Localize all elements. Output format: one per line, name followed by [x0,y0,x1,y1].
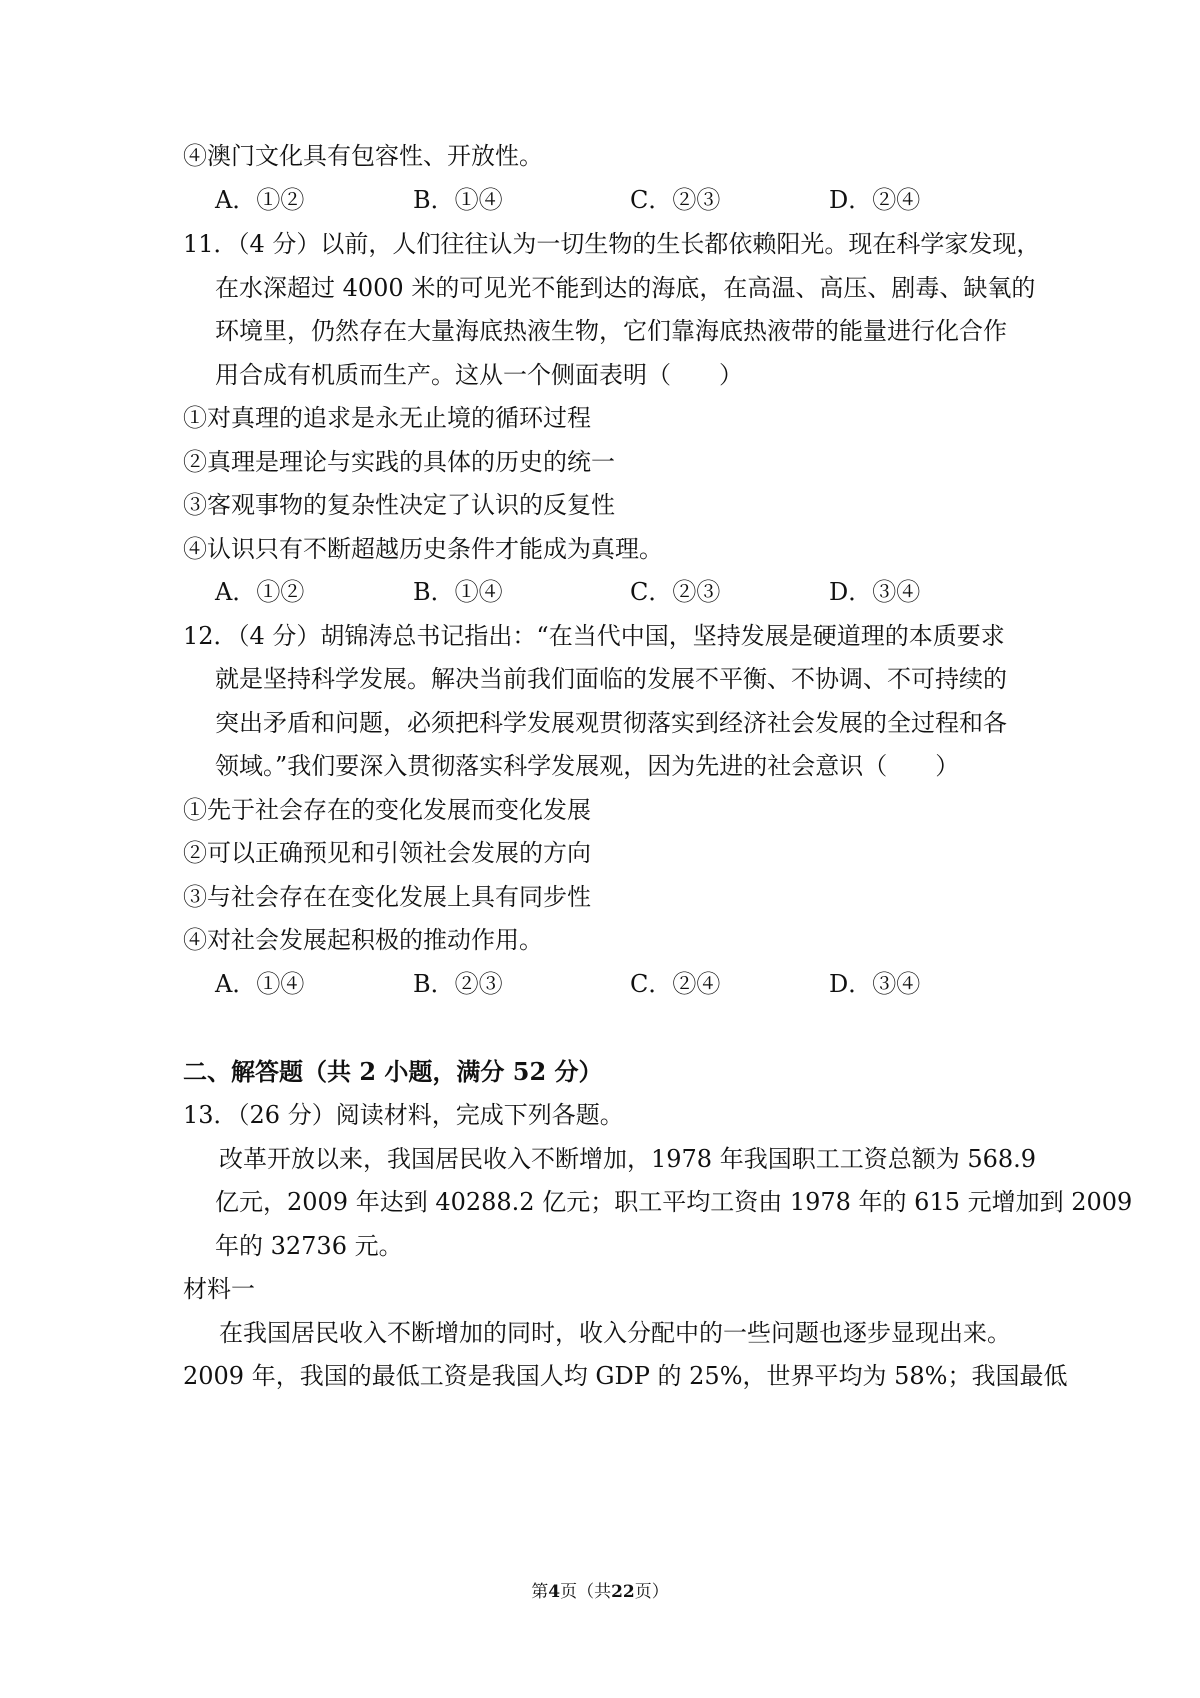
q12-option-b[interactable]: B．②③ [413,970,503,998]
q12-item-4: ④对社会发展起积极的推动作用。 [183,926,543,954]
q11-option-c[interactable]: C．②③ [630,578,721,606]
footer-mid: 页（共 [560,1582,612,1602]
q10-option-c[interactable]: C．②③ [630,186,721,214]
footer-prefix: 第 [531,1582,549,1602]
q10-option-d[interactable]: D．②④ [829,186,921,214]
q12-options [215,968,975,1000]
q11-stem-line-2: 在水深超过 4000 米的可见光不能到达的海底，在高温、高压、剧毒、缺氧的 [215,274,1036,302]
q12-stem-line-2: 就是坚持科学发展。解决当前我们面临的发展不平衡、不协调、不可持续的 [215,665,1007,693]
q10-options [215,184,975,216]
q12-item-2: ②可以正确预见和引领社会发展的方向 [183,839,591,867]
q10-option-a[interactable]: A．①② [215,186,305,214]
q12-option-d[interactable]: D．③④ [829,970,921,998]
q10-item-4: ④澳门文化具有包容性、开放性。 [183,142,543,170]
footer-page-number: 4 [548,1582,561,1602]
footer-total-pages: 22 [611,1582,635,1602]
q13-material-1-label: 材料一 [183,1275,255,1303]
q11-option-d[interactable]: D．③④ [829,578,921,606]
q10-option-b[interactable]: B．①④ [413,186,503,214]
q13-intro-line-2: 亿元，2009 年达到 40288.2 亿元；职工平均工资由 1978 年的 615 元增加到 2009 [215,1188,1133,1216]
q12-item-3: ③与社会存在在变化发展上具有同步性 [183,883,591,911]
q12-stem-line-1: 12．（4 分）胡锦涛总书记指出：“在当代中国，坚持发展是硬道理的本质要求 [183,622,1005,650]
footer-suffix: 页） [634,1582,669,1602]
q12-option-a[interactable]: A．①④ [215,970,305,998]
q11-item-1: ①对真理的追求是永无止境的循环过程 [183,404,591,432]
q13-intro-line-1: 改革开放以来，我国居民收入不断增加，1978 年我国职工工资总额为 568.9 [219,1145,1037,1173]
page-footer [0,1580,1200,1604]
q11-options [215,576,975,608]
q13-stem: 13．（26 分）阅读材料，完成下列各题。 [183,1101,624,1129]
q11-item-3: ③客观事物的复杂性决定了认识的反复性 [183,491,615,519]
q11-option-b[interactable]: B．①④ [413,578,503,606]
q12-item-1: ①先于社会存在的变化发展而变化发展 [183,796,591,824]
q11-stem-line-4: 用合成有机质而生产。这从一个侧面表明（ ） [215,361,743,389]
q13-material-1-line-2: 2009 年，我国的最低工资是我国人均 GDP 的 25%，世界平均为 58%；我国最低 [183,1362,1068,1390]
q11-item-4: ④认识只有不断超越历史条件才能成为真理。 [183,535,663,563]
q11-stem-line-3: 环境里，仍然存在大量海底热液生物，它们靠海底热液带的能量进行化合作 [215,317,1007,345]
q13-material-1-line-1: 在我国居民收入不断增加的同时，收入分配中的一些问题也逐步显现出来。 [219,1319,1011,1347]
section-2-title: 二、解答题（共 2 小题，满分 52 分） [183,1057,603,1086]
q11-option-a[interactable]: A．①② [215,578,305,606]
q12-option-c[interactable]: C．②④ [630,970,721,998]
q11-stem-line-1: 11．（4 分）以前，人们往往认为一切生物的生长都依赖阳光。现在科学家发现， [183,230,1041,258]
q13-intro-line-3: 年的 32736 元。 [215,1232,403,1260]
q12-stem-line-3: 突出矛盾和问题，必须把科学发展观贯彻落实到经济社会发展的全过程和各 [215,709,1007,737]
q11-item-2: ②真理是理论与实践的具体的历史的统一 [183,448,615,476]
q12-stem-line-4: 领域。”我们要深入贯彻落实科学发展观，因为先进的社会意识（ ） [215,752,960,780]
